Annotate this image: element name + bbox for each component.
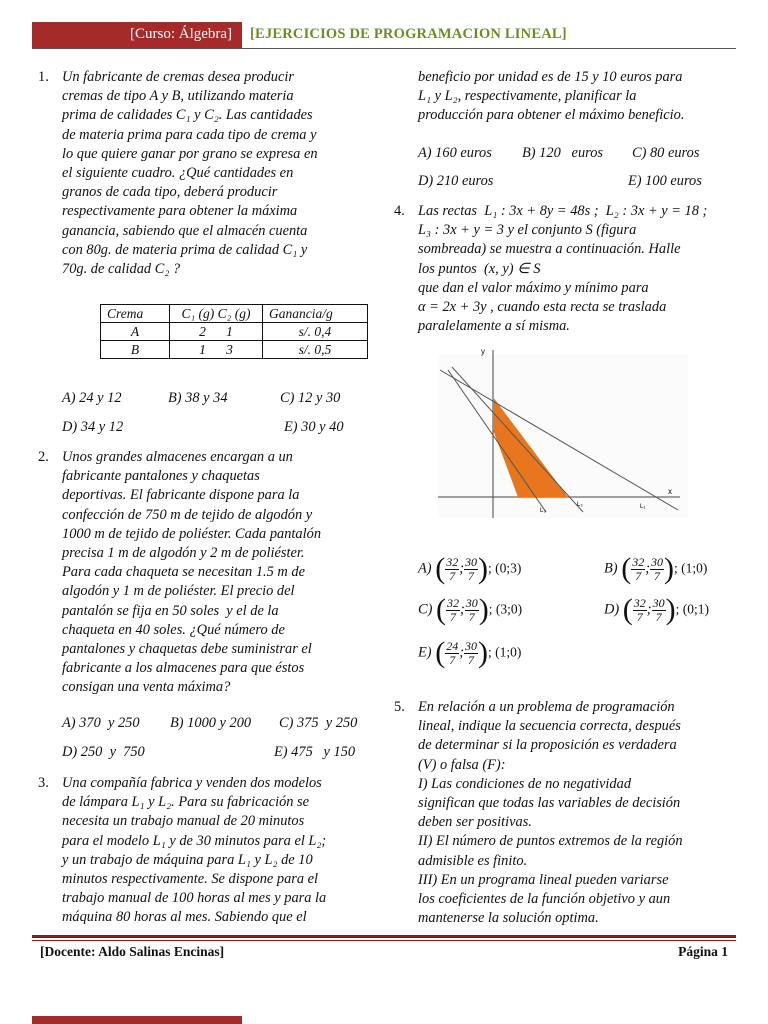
numerator: 30 <box>465 595 478 610</box>
numerator: 24 <box>446 638 459 653</box>
q3-cont-line: beneficio por unidad es de 15 y 10 euros para <box>418 69 683 85</box>
q5-line: significan que todas las variables de decisión <box>418 795 681 812</box>
q4-option-d <box>604 593 709 627</box>
q1-option-c: C) 12 y 30 <box>280 390 341 406</box>
q2-line: fabricante pantalones y chaquetas <box>62 468 260 485</box>
q2-line: precisa 1 m de algodón y 2 m de poliéster. <box>62 545 305 562</box>
q3-line: para el modelo L₁ y de 30 minutos para el L₂; <box>62 832 327 849</box>
denominator: 7 <box>449 568 456 583</box>
question-3 <box>38 774 376 928</box>
q3-line: y un trabajo de máquina para L₁ y L₂ de 10 <box>62 851 313 868</box>
q1-text <box>62 68 372 279</box>
fraction-x <box>633 597 647 624</box>
separator: ; <box>460 601 465 618</box>
q1-line: cremas de tipo A y B, utilizando materia <box>62 88 294 105</box>
q1-table-wrap <box>100 304 368 359</box>
numerator: 30 <box>464 638 477 653</box>
q1-line: granos de cada tipo, deberá producir <box>62 184 278 201</box>
option-label: C) <box>418 601 436 618</box>
q3-line: Una compañía fabrica y venden dos modelos <box>62 775 322 791</box>
q2-line: algodón y 1 m de poliéster. El precio del <box>62 583 295 600</box>
paren-close: ) <box>477 552 488 585</box>
paren-close: ) <box>477 636 488 669</box>
separator: ; <box>459 644 464 661</box>
table-cell: 1 3 <box>170 341 263 359</box>
q2-option-e: E) 475 y 150 <box>274 744 356 760</box>
q5-number: 5. <box>394 699 405 715</box>
denominator: 7 <box>655 609 662 624</box>
paren-open: ( <box>436 593 446 626</box>
denominator: 7 <box>467 652 474 667</box>
table-cell: s/. 0,4 <box>263 323 368 341</box>
q4-line: paralelamente a sí misma. <box>418 318 570 335</box>
q3-continuation-text <box>418 68 736 126</box>
q3-line: trabajo manual de 100 horas al mes y para la <box>62 890 327 907</box>
q2-line: fabricante a los almacenes para que éstos <box>62 660 305 677</box>
numerator: 30 <box>652 595 665 610</box>
option-point: ; (1;0) <box>673 560 708 576</box>
q3-line: máquina 80 horas al mes. Sabiendo que el <box>62 909 307 926</box>
question-4 <box>394 202 736 336</box>
q1-line: con 80g. de materia prima de calidad C₁ y <box>62 241 308 258</box>
q3-option-c: C) 80 euros <box>632 145 700 161</box>
q1-option-a: A) 24 y 12 <box>62 390 122 406</box>
denominator: 7 <box>468 609 475 624</box>
q5-line: mantenerse la solución optima. <box>418 910 599 927</box>
q2-number: 2. <box>38 449 49 465</box>
fraction-y <box>465 597 479 624</box>
y-label: y <box>481 347 485 356</box>
l2-label: L₂ <box>577 502 583 508</box>
q3-option-d: D) 210 euros <box>418 173 494 189</box>
numerator: 32 <box>633 595 646 610</box>
denominator: 7 <box>467 568 474 583</box>
q4-option-b <box>604 552 707 586</box>
x-label: x <box>668 487 672 496</box>
q3-cont-line: producción para obtener el máximo beneficio. <box>418 107 685 124</box>
q4-option-a <box>418 552 521 586</box>
q2-line: 1000 m de tejido de poliéster. Cada pantalón <box>62 525 322 542</box>
footer-teacher: [Docente: Aldo Salinas Encinas] <box>40 944 225 959</box>
denominator: 7 <box>636 609 643 624</box>
option-label: A) <box>418 560 436 577</box>
numerator: 30 <box>650 554 663 569</box>
denominator: 7 <box>635 568 642 583</box>
q4-number: 4. <box>394 203 405 219</box>
q4-line: sombreada) se muestra a continuación. Halle <box>418 241 681 258</box>
table-cell: B <box>101 341 170 359</box>
q2-option-b: B) 1000 y 200 <box>170 715 252 731</box>
q1-line: ganancia, sabiendo que el almacén cuenta <box>62 222 308 239</box>
paren-open: ( <box>622 593 633 626</box>
option-point: ; (3;0) <box>488 601 523 617</box>
q1-line: el siguiente cuadro. ¿Qué cantidades en <box>62 165 294 182</box>
numerator: 32 <box>632 554 645 569</box>
fraction-x <box>445 556 459 583</box>
q3-line: minutos respectivamente. Se dispone para el <box>62 871 319 888</box>
q5-line: de determinar si la proposición es verdadera <box>418 737 677 754</box>
fraction-y <box>652 597 666 624</box>
option-label: D) <box>604 601 623 618</box>
q5-line: los coeficientes de la función objetivo y aun <box>418 891 671 908</box>
q3-option-a: A) 160 euros <box>418 145 492 161</box>
q1-option-e: E) 30 y 40 <box>284 419 344 435</box>
q1-line: Un fabricante de cremas desea producir <box>62 69 294 85</box>
option-point: ; (0;3) <box>487 560 522 576</box>
l1-label: L₁ <box>640 504 646 510</box>
denominator: 7 <box>449 652 456 667</box>
table-header: Crema <box>101 305 170 323</box>
fraction-x <box>631 556 645 583</box>
separator: ; <box>646 601 652 618</box>
next-page-band <box>32 1016 242 1024</box>
numerator: 32 <box>447 595 459 610</box>
q2-line: chaqueta en 40 soles. ¿Qué número de <box>62 621 285 638</box>
footer-rule <box>32 935 736 938</box>
q5-line: deben ser positivas. <box>418 814 532 831</box>
q1-number: 1. <box>38 69 49 85</box>
q3-line: de lámpara L₁ y L₂. Para su fabricación se <box>62 794 310 811</box>
paren-open: ( <box>435 636 446 669</box>
q2-text <box>62 448 376 698</box>
q5-line: En relación a un problema de programación <box>418 699 675 715</box>
numerator: 30 <box>464 554 477 569</box>
q1-table <box>100 304 368 359</box>
question-2 <box>38 448 376 698</box>
question-1 <box>38 68 372 279</box>
q4-line: los puntos (x, y) ∈ S <box>418 260 541 277</box>
q2-line: pantalones y chaquetas debe suministrar el <box>62 641 312 658</box>
option-label: B) <box>604 560 622 577</box>
q1-option-d: D) 34 y 12 <box>62 419 124 435</box>
q3-cont-line: L₁ y L₂, respectivamente, planificar la <box>418 88 637 105</box>
q2-option-c: C) 375 y 250 <box>279 715 358 731</box>
q1-line: de materia prima para cada tipo de crema y <box>62 126 317 143</box>
q1-line: prima de calidades C₁ y C₂. Las cantidades <box>62 107 313 124</box>
fraction-y <box>650 556 664 583</box>
q3-text <box>62 774 376 928</box>
q2-line: consigan una venta máxima? <box>62 679 231 696</box>
q4-line: α = 2x + 3y , cuando esta recta se traslada <box>418 299 667 316</box>
q4-graph <box>418 342 688 518</box>
paren-close: ) <box>663 552 674 585</box>
fraction-x <box>445 640 459 667</box>
q1-line: respectivamente para obtener la máxima <box>62 203 298 220</box>
q5-line: III) En un programa lineal pueden variarse <box>418 871 669 888</box>
table-header: C₁ (g) C₂ (g) <box>170 305 263 323</box>
footer-page: Página 1 <box>678 944 728 959</box>
q2-line: confección de 750 m de tejido de algodón y <box>62 506 313 523</box>
l3-label: L₃ <box>540 508 546 514</box>
q3-number: 3. <box>38 775 49 791</box>
option-label: E) <box>418 644 436 661</box>
q4-line: L₃ : 3x + y = 3 y el conjunto S (figura <box>418 222 637 239</box>
q5-text <box>418 698 736 928</box>
table-cell: s/. 0,5 <box>263 341 368 359</box>
q2-line: pantalón se fija en 50 soles y el de la <box>62 602 279 619</box>
q5-line: (V) o falsa (F): <box>418 756 506 773</box>
separator: ; <box>459 560 464 577</box>
numerator: 32 <box>446 554 459 569</box>
denominator: 7 <box>653 568 660 583</box>
course-label: [Curso: Álgebra] <box>130 26 233 42</box>
q2-line: deportivas. El fabricante dispone para la <box>62 487 300 504</box>
paren-open: ( <box>621 552 632 585</box>
table-cell: 2 1 <box>170 323 263 341</box>
fraction-y <box>464 640 478 667</box>
q5-line: admisible es finito. <box>418 852 528 869</box>
q3-option-e: E) 100 euros <box>628 173 702 189</box>
q5-line: lineal, indique la secuencia correcta, después <box>418 718 681 735</box>
paren-close: ) <box>478 593 489 626</box>
q1-line: lo que quiere ganar por grano se expresa en <box>62 145 318 162</box>
separator: ; <box>645 560 650 577</box>
option-point: ; (0;1) <box>675 601 709 617</box>
option-point: ; (1;0) <box>487 644 522 660</box>
denominator: 7 <box>450 609 456 624</box>
footer-rule-thin <box>32 940 736 941</box>
q4-option-e <box>418 636 521 670</box>
q4-option-c <box>418 593 522 627</box>
q4-text <box>418 202 736 336</box>
header-divider <box>32 48 736 49</box>
q2-line: Para cada chaqueta se necesitan 1.5 m de <box>62 564 305 581</box>
q3-continuation <box>418 68 736 126</box>
q2-option-a: A) 370 y 250 <box>62 715 140 731</box>
q4-line: que dan el valor máximo y mínimo para <box>418 279 649 296</box>
q1-option-b: B) 38 y 34 <box>168 390 228 406</box>
q4-line: Las rectas L₁ : 3x + 8y = 48s ; L₂ : 3x + y = 18 ; <box>418 203 708 219</box>
fraction-x <box>446 597 460 624</box>
q2-option-d: D) 250 y 750 <box>62 744 145 760</box>
fraction-y <box>464 556 478 583</box>
table-header: Ganancia/g <box>263 305 368 323</box>
q5-line: II) El número de puntos extremos de la región <box>418 833 683 850</box>
question-5 <box>394 698 736 928</box>
q5-line: I) Las condiciones de no negatividad <box>418 775 632 792</box>
q3-option-b: B) 120 euros <box>522 145 604 161</box>
q2-line: Unos grandes almacenes encargan a un <box>62 449 293 465</box>
table-cell: A <box>101 323 170 341</box>
paren-close: ) <box>665 593 676 626</box>
q1-line: 70g. de calidad C₂ ? <box>62 261 181 278</box>
page-title: [EJERCICIOS DE PROGRAMACION LINEAL] <box>250 26 567 42</box>
paren-open: ( <box>435 552 446 585</box>
q3-line: necesita un trabajo manual de 20 minutos <box>62 813 305 830</box>
